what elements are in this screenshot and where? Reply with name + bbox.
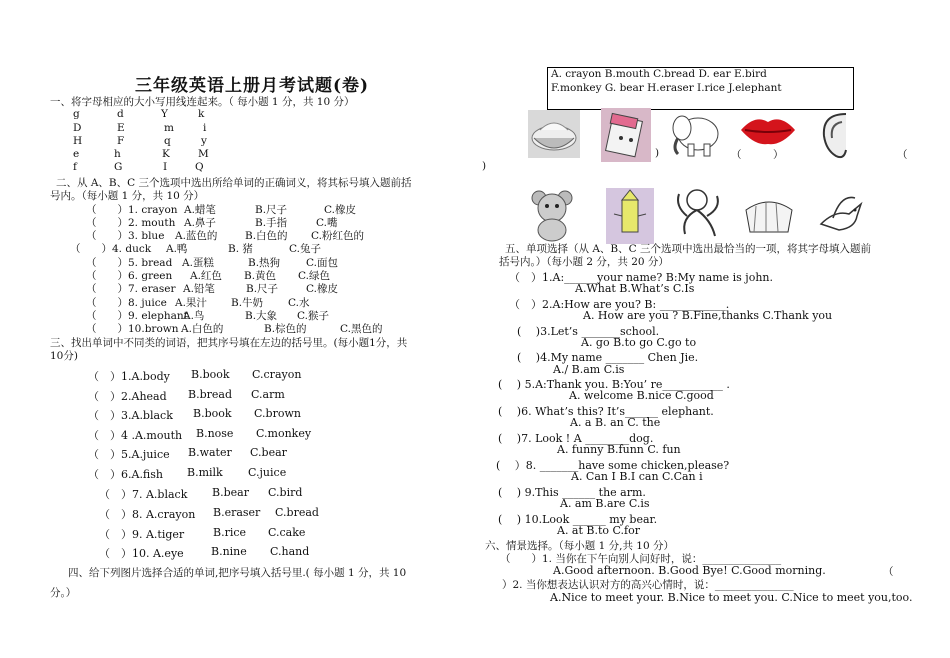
letter: g [73, 108, 80, 120]
section-3-heading: 三、找出单词中不同类的词语，把其序号填在左边的括号里。(每小题1分，共 [50, 337, 408, 349]
option-b: B.rice [213, 526, 247, 539]
option-c: C.cake [268, 526, 306, 539]
section-1-heading: 一、将字母相应的大小写用线连起来。（ 每小题 1 分，共 10 分） [50, 96, 355, 108]
option-a: A.鸭 [166, 243, 188, 255]
option-c: C.水 [288, 297, 310, 309]
option-b: B.手指 [255, 217, 288, 229]
letter: M [198, 148, 209, 160]
option-c: C.bird [268, 486, 303, 499]
option-b: B.黄色 [244, 270, 277, 282]
option-c: C.crayon [252, 368, 302, 381]
vocab-question: （ ）8. juice [86, 297, 167, 309]
option-b: B.bear [212, 486, 249, 499]
letter: m [164, 122, 174, 134]
option-b: B.book [191, 368, 230, 381]
letter: G [114, 161, 123, 173]
mc-question: ( ) 10.Look ______ my bear. [498, 513, 658, 526]
option-a: A.红色 [190, 270, 222, 282]
section-4-heading-cont: 分。） [50, 587, 77, 599]
letter: Q [195, 161, 204, 173]
option-b: B.milk [187, 466, 223, 479]
mc-question: ( ）8. _______have some chicken,please? [496, 459, 730, 472]
section-2-heading: 二、从 A、B、C 三个选项中选出所给单词的正确词义，将其标号填入题前括 [56, 177, 412, 189]
option-c: C.面包 [306, 257, 338, 269]
mc-question: ( )4.My name _______ Chen Jie. [517, 351, 699, 364]
odd-one-question: （ ）4 .A.mouth [88, 429, 183, 442]
mc-question: ( ) 9.This ______ the arm. [498, 486, 646, 499]
mc-options: A. go B.to go C.go to [581, 336, 697, 349]
section-3-heading-cont: 10分) [50, 350, 78, 362]
letter: k [198, 108, 205, 120]
letter: q [164, 135, 171, 147]
vocab-question: （ ）7. eraser [86, 283, 176, 295]
situation-options: A.Good afternoon. B.Good Bye! C.Good morning. [553, 564, 826, 577]
crayon-picture [606, 188, 654, 244]
bird-picture [815, 190, 867, 240]
letter: y [201, 135, 207, 147]
option-a: A.铅笔 [183, 283, 215, 295]
letter: i [203, 122, 207, 134]
odd-one-question: （ ）2.Ahead [88, 390, 167, 403]
mouth-picture [739, 114, 797, 146]
section-2-heading-cont: 号内。（每小题 1 分，共 10 分） [50, 190, 205, 202]
option-a: A.白色的 [181, 323, 224, 335]
option-c: C.绿色 [298, 270, 330, 282]
letter: H [73, 135, 83, 147]
option-c: C.粉红色的 [311, 230, 364, 242]
mc-options: A. a B. an C. the [570, 416, 661, 429]
option-a: A.果汁 [175, 297, 207, 309]
option-b: B.nose [196, 427, 234, 440]
option-c: C.arm [251, 388, 285, 401]
vocab-question: （ ）6. green [86, 270, 173, 282]
odd-one-question: （ ）5.A.juice [88, 448, 170, 461]
option-a: A.鼻子 [184, 217, 216, 229]
ear-picture [816, 110, 856, 162]
option-b: B.牛奶 [231, 297, 264, 309]
mc-question: ( )7. Look ! A ________dog. [498, 432, 654, 445]
vocab-question: （ ）5. bread [86, 257, 173, 269]
option-c: C.hand [270, 545, 310, 558]
option-c: C.黑色的 [340, 323, 383, 335]
letter: f [73, 161, 77, 173]
letter: K [162, 148, 170, 160]
option-c: C.bread [275, 506, 319, 519]
eraser-picture [601, 108, 651, 162]
option-a: A.鸟 [183, 310, 205, 322]
mc-question: ( )3.Let’s _______school. [517, 325, 660, 338]
answer-paren[interactable]: （ [897, 149, 908, 161]
option-b: B.尺子 [246, 283, 279, 295]
answer-paren[interactable]: ) [482, 160, 487, 172]
page-title: 三年级英语上册月考试题(卷) [135, 76, 370, 96]
mc-question: ( ) 5.A:Thank you. B:You’ re___________ . [498, 378, 730, 391]
word-bank-line: A. crayon B.mouth C.bread D. ear E.bird [551, 68, 767, 80]
option-a: A.蜡笔 [184, 204, 216, 216]
option-a: A.蓝色的 [175, 230, 218, 242]
option-a: A.蛋糕 [182, 257, 214, 269]
vocab-question: （ ）10.brown [86, 323, 179, 335]
letter: D [73, 122, 82, 134]
letter: d [117, 108, 124, 120]
option-c: C.juice [248, 466, 287, 479]
mc-question: ( )6. What’s this? It’s______ elephant. [498, 405, 714, 418]
answer-paren[interactable]: ) [655, 147, 660, 159]
option-b: B.water [188, 446, 232, 459]
vocab-question: （ ）4. duck [70, 243, 152, 255]
vocab-question: （ ）2. mouth [86, 217, 176, 229]
bear-picture [527, 188, 577, 242]
rice-bowl-picture [528, 110, 580, 158]
option-b: B.白色的 [245, 230, 288, 242]
letter: I [163, 161, 168, 173]
mc-options: A. funny B.funn C. fun [557, 443, 681, 456]
answer-paren[interactable]: （ [883, 566, 894, 578]
option-b: B.棕色的 [264, 323, 307, 335]
mc-options: A. welcome B.nice C.good [569, 389, 714, 402]
section-4-heading: 四、给下列图片选择合适的单词,把序号填入括号里.( 每小题 1 分，共 10 [68, 567, 407, 579]
letter: h [114, 148, 121, 160]
option-b: B.尺子 [255, 204, 288, 216]
bread-picture [742, 192, 796, 238]
option-c: C.嘴 [316, 217, 338, 229]
option-b: B.bread [188, 388, 232, 401]
mc-options: A./ B.am C.is [553, 363, 625, 376]
odd-one-question: （ ）3.A.black [88, 409, 173, 422]
mc-options: A.What B.What’s C.Is [575, 282, 695, 295]
word-bank-line: F.monkey G. bear H.eraser I.rice J.elephant [551, 82, 782, 94]
vocab-question: （ ）1. crayon [86, 204, 178, 216]
option-c: C.猴子 [297, 310, 329, 322]
answer-paren[interactable]: （ ） [731, 149, 784, 161]
mc-options: A. Can I B.I can C.Can i [571, 470, 703, 483]
mc-options: A. at B.to C.for [557, 524, 641, 537]
option-b: B.nine [211, 545, 247, 558]
letter: F [117, 135, 125, 147]
option-b: B. 猪 [228, 243, 253, 255]
option-c: C.橡皮 [306, 283, 338, 295]
option-c: C.bear [250, 446, 287, 459]
odd-one-question: （ ）8. A.crayon [99, 508, 196, 521]
odd-one-question: （ ）6.A.fish [88, 468, 164, 481]
odd-one-question: （ ）10. A.eye [99, 547, 184, 560]
option-b: B.eraser [213, 506, 261, 519]
section-5-heading: 五、单项选择（从 A、B、C 三个选项中选出最恰当的一项，将其字母填入题前 [505, 243, 872, 255]
mc-options: A. How are you ? B.Fine,thanks C.Thank you [583, 309, 833, 322]
letter: e [73, 148, 80, 160]
monkey-picture [671, 186, 725, 242]
elephant-picture [668, 108, 724, 160]
odd-one-question: （ ）9. A.tiger [99, 528, 185, 541]
mc-question: （ ）1.A:______your name? B:My name is john. [509, 271, 773, 284]
option-b: B.book [193, 407, 232, 420]
section-6-heading: 六、情景选择。（每小题 1 分,共 10 分） [485, 540, 674, 552]
letter: E [117, 122, 125, 134]
odd-one-question: （ ）1.A.body [88, 370, 170, 383]
vocab-question: （ ）9. elephant [86, 310, 188, 322]
letter: Y [161, 108, 168, 120]
situation-options: A.Nice to meet your. B.Nice to meet you. C.Nice to meet you,too. [550, 591, 913, 604]
mc-options: A. am B.are C.is [560, 497, 650, 510]
option-b: B.大象 [245, 310, 278, 322]
option-c: C.兔子 [289, 243, 321, 255]
section-5-heading-cont: 括号内。）（每小题 2 分，共 20 分） [499, 256, 669, 268]
option-c: C.monkey [256, 427, 312, 440]
situation-question: （ ）1. 当你在下午向别人问好时，说：_______________ [500, 553, 782, 565]
situation-question: ）2. 当你想表达认识对方的高兴心情时，说：_______________ [502, 579, 794, 591]
mc-question: （ ）2.A:How are you? B: ____________. [509, 298, 730, 311]
option-c: C.brown [254, 407, 301, 420]
vocab-question: （ ）3. blue [86, 230, 165, 242]
option-c: C.橡皮 [324, 204, 356, 216]
option-b: B.热狗 [248, 257, 281, 269]
odd-one-question: （ ）7. A.black [99, 488, 188, 501]
